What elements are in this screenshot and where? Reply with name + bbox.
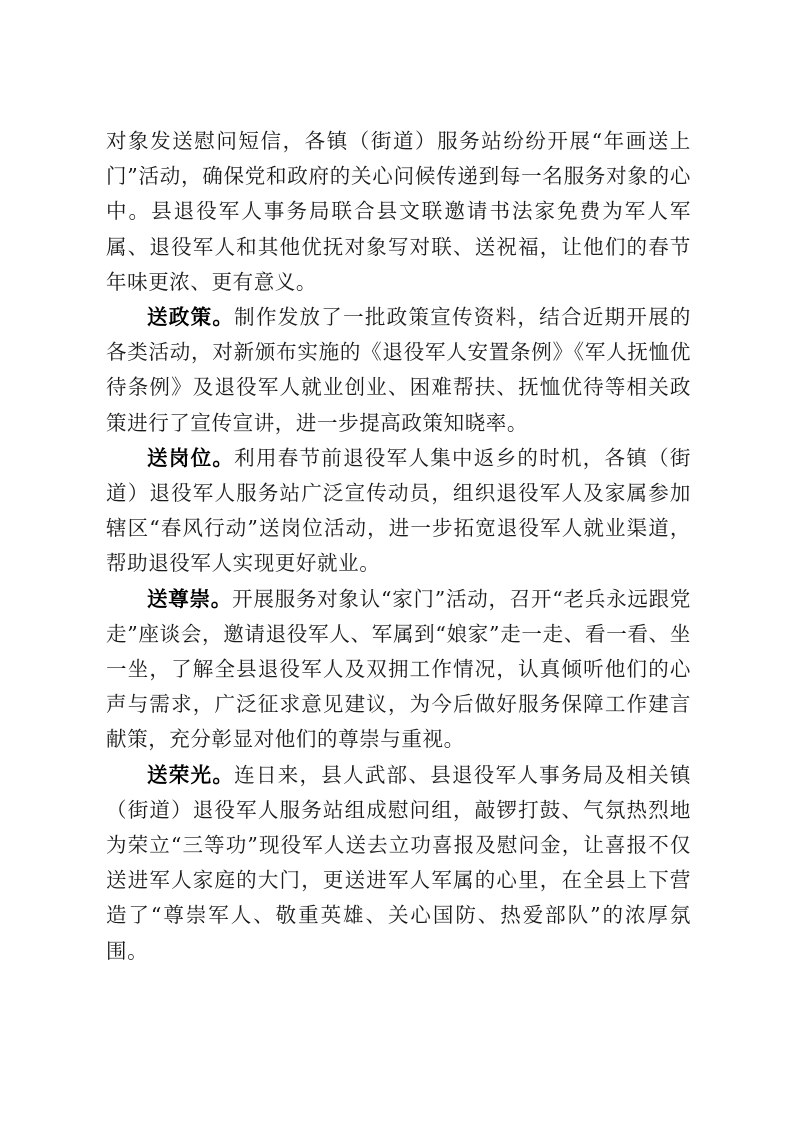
paragraph-send-respect (106, 582, 691, 758)
paragraph-send-policy (106, 300, 691, 441)
paragraph-send-honor (106, 758, 691, 969)
paragraph-send-jobs (106, 441, 691, 582)
paragraph-continuation (106, 124, 691, 300)
paragraph-text: 对象发送慰问短信，各镇（街道）服务站纷纷开展“年画送上门”活动，确保党和政府的关心问候传递到每一名服务对象的心中。县退役军人事务局联合县文联邀请书法家免费为军人军属、退役军人和其他优抚对象写对联、送祝福，让他们的春节年味更浓、更有意义。 (106, 129, 691, 294)
document-body (106, 124, 691, 969)
paragraph-text: 利用春节前退役军人集中返乡的时机，各镇（街道）退役军人服务站广泛宣传动员，组织退役军人及家属参加辖区“春风行动”送岗位活动，进一步拓宽退役军人就业渠道，帮助退役军人实现更好就业。 (106, 445, 691, 576)
paragraph-text: 开展服务对象认“家门”活动，召开“老兵永远跟党走”座谈会，邀请退役军人、军属到“娘家”走一走、看一看、坐一坐，了解全县退役军人及双拥工作情况，认真倾听他们的心声与需求，广泛征求意见建议，为今后做好服务保障工作建言献策，充分彰显对他们的尊崇与重视。 (106, 586, 691, 752)
paragraph-lead-heading: 送岗位。 (147, 445, 235, 470)
paragraph-lead-heading: 送政策。 (147, 305, 235, 330)
paragraph-text: 制作发放了一批政策宣传资料，结合近期开展的各类活动，对新颁布实施的《退役军人安置条例》《军人抚恤优待条例》及退役军人就业创业、困难帮扶、抚恤优待等相关政策进行了宣传宣讲，进一步提高政策知晓率。 (106, 305, 691, 435)
paragraph-lead-heading: 送荣光。 (147, 762, 235, 787)
paragraph-text: 连日来，县人武部、县退役军人事务局及相关镇（街道）退役军人服务站组成慰问组，敲锣打鼓、气氛热烈地为荣立“三等功”现役军人送去立功喜报及慰问金，让喜报不仅送进军人家庭的大门，更送进军人军属的心里，在全县上下营造了“尊崇军人、敬重英雄、关心国防、热爱部队”的浓厚氛围。 (106, 762, 691, 963)
paragraph-lead-heading: 送尊崇。 (147, 586, 233, 611)
